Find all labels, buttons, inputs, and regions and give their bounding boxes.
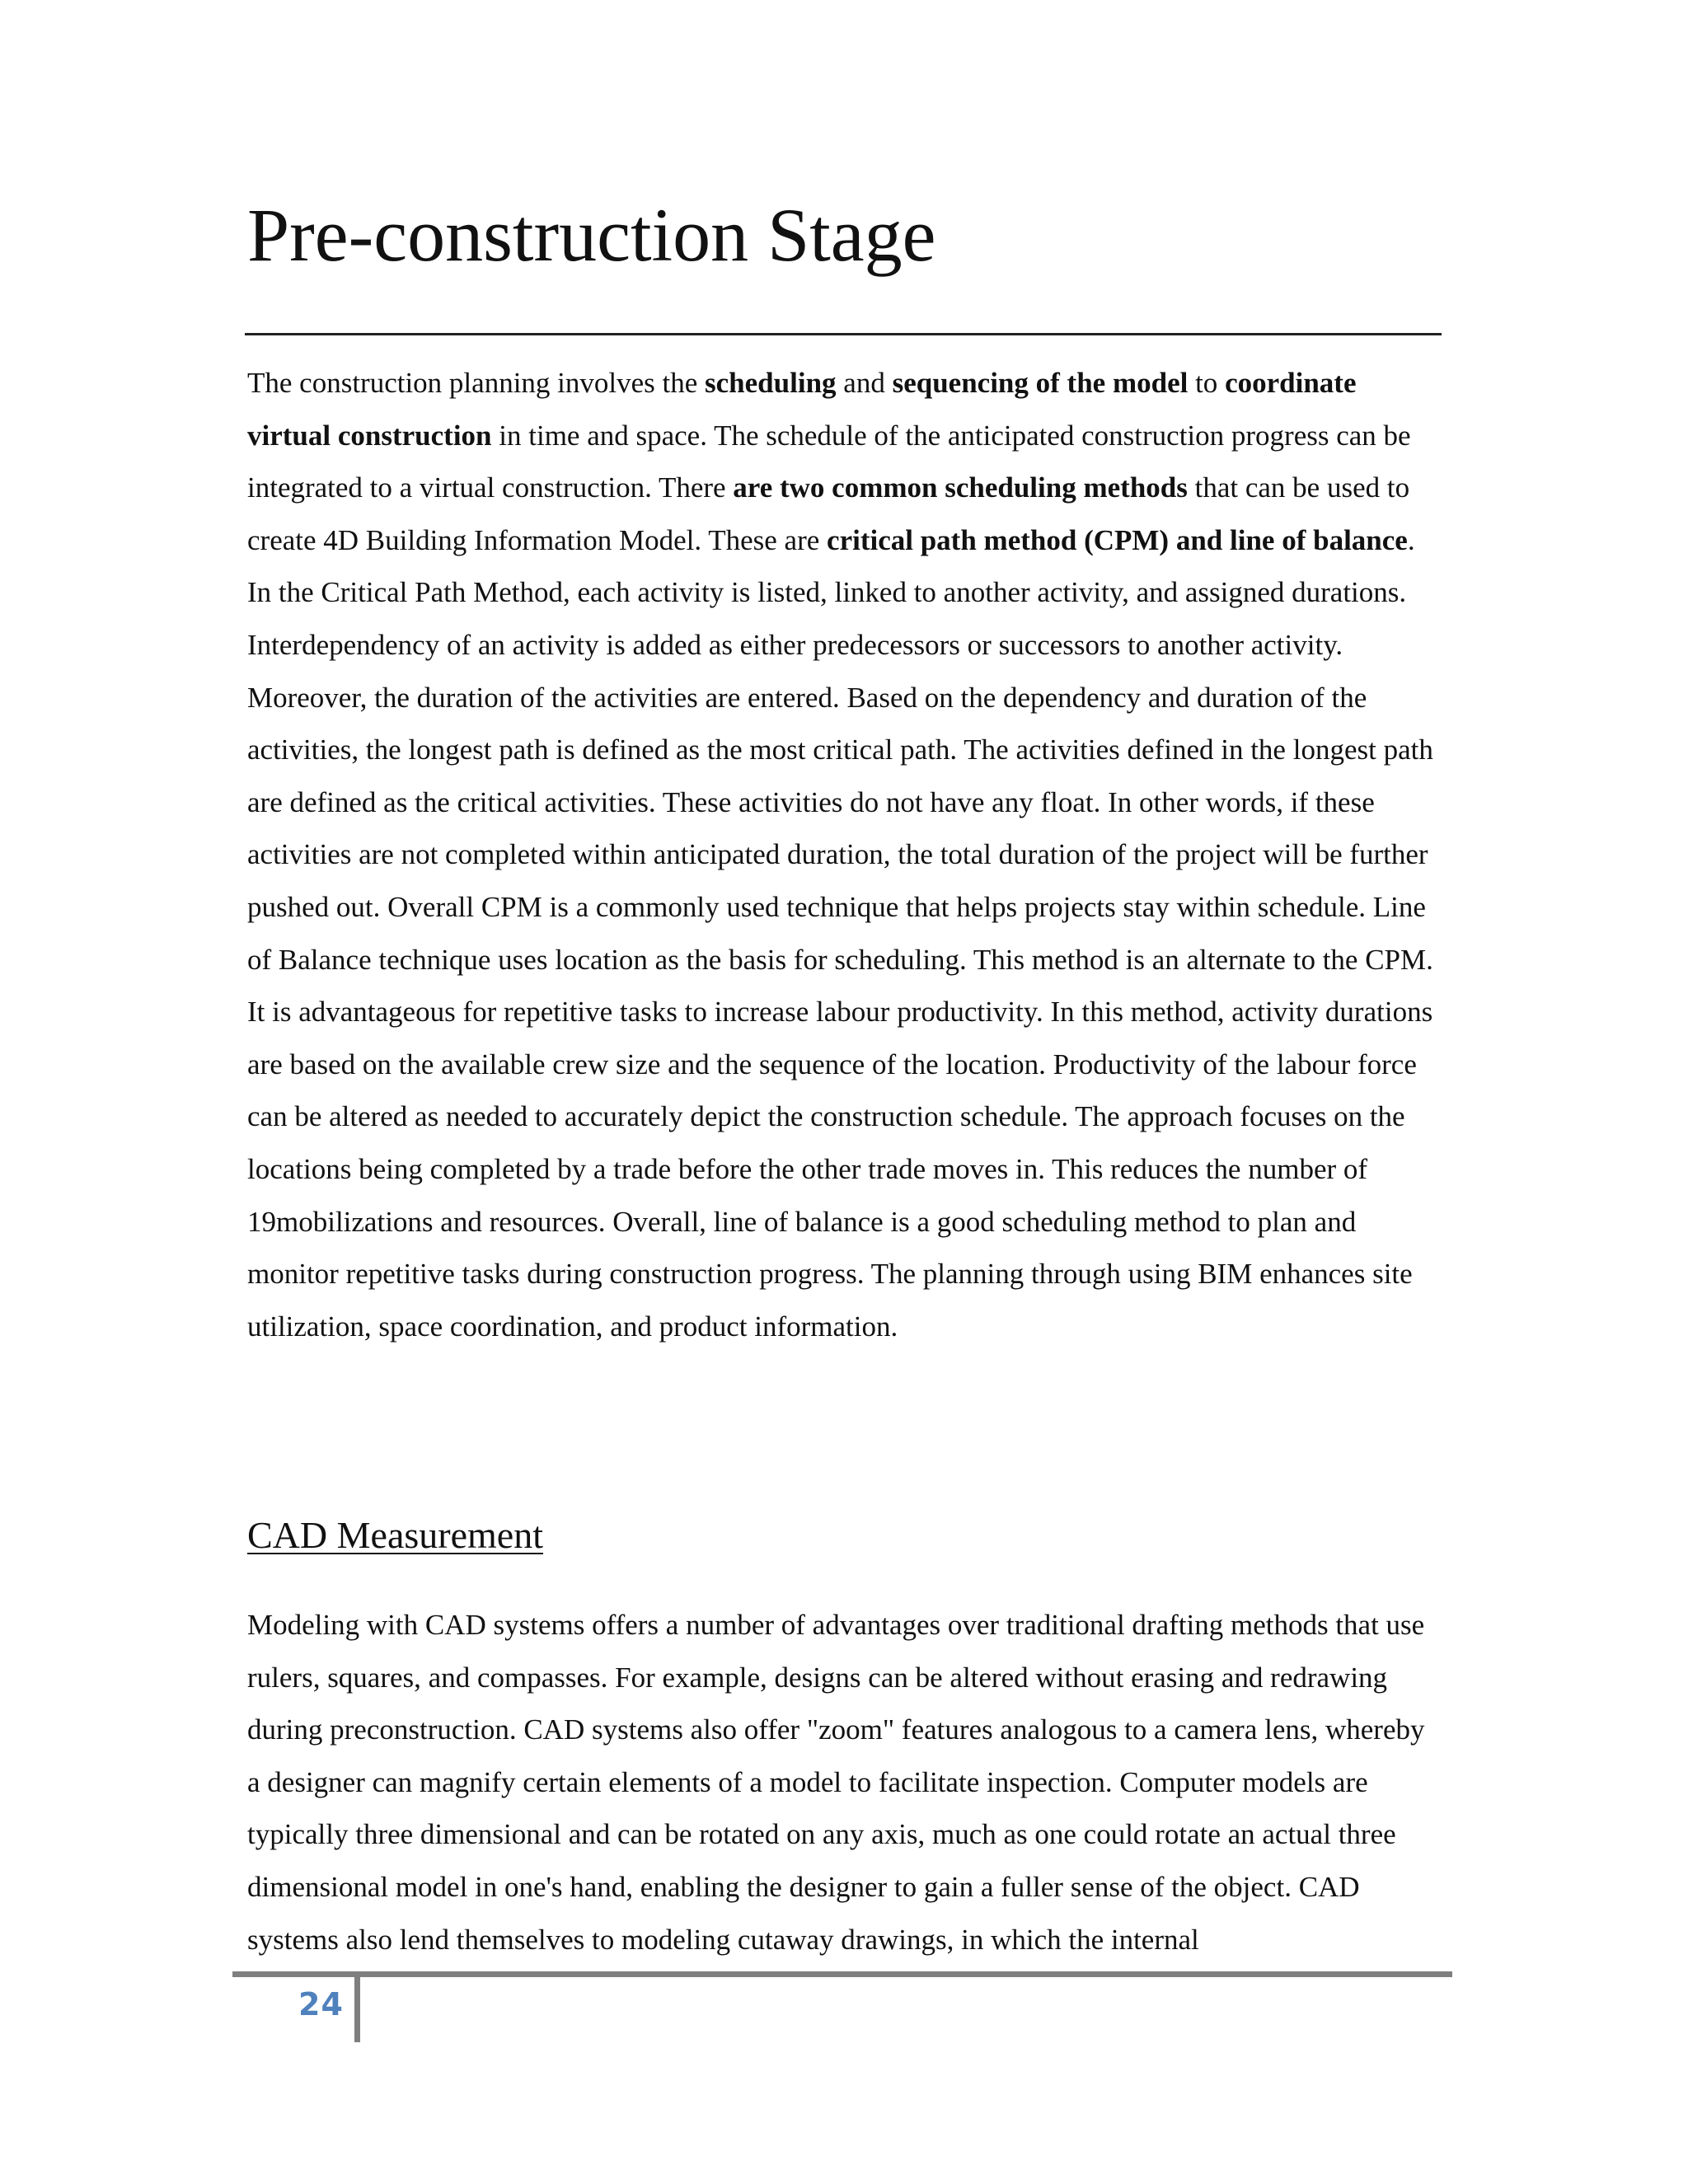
page-title: Pre-construction Stage [247, 193, 936, 277]
bold-run-coordinate: coordinate virtual construction [247, 367, 1357, 452]
text-run: to [1188, 367, 1226, 399]
text-run: The construction planning involves the [247, 367, 706, 399]
bold-run-cpm: critical path method (CPM) and line of balance [827, 523, 1408, 556]
text-run: . In the Critical Path Method, each activity is listed, linked to another activity, and assigned durations. Interdependency of an activity is added as either predecessors or successors to another activity. Moreover, the duration of the activities are entered. Based on the dependency and duration of the activities, the longest path is defined as the most critical path. The activities defined in the longest path are defined as the critical activities. These activities do not have any float. In other words, if these activities are not completed within anticipated duration, the total duration of the project will be further pushed out. Overall CPM is a commonly used technique that helps projects stay within schedule. Line of Balance technique uses location as the basis for scheduling. This method is an alternate to the CPM. It is advantageous for repetitive tasks to increase labour productivity. In this method, activity durations are based on the available crew size and the sequence of the location. Productivity of the labour force can be altered as needed to accurately depict the construction schedule. The approach focuses on the locations being completed by a trade before the other trade moves in. This reduces the number of 19mobilizations and resources. Overall, line of balance is a good scheduling method to plan and monitor repetitive tasks during construction progress. The planning through using BIM enhances site utilization, space coordination, and product information. [247, 523, 1433, 1343]
text-run: in time and space. The schedule of the anticipated construction progress can be integrated to a virtual construction. There [247, 419, 1411, 504]
title-divider [245, 333, 1442, 335]
text-run: that can be used to create 4D Building Information Model. These are [247, 471, 1410, 556]
body-paragraph-scheduling [247, 357, 1442, 1352]
text-run: and [836, 367, 893, 399]
bold-run-scheduling: scheduling [705, 367, 837, 399]
bold-run-two-methods: are two common scheduling methods [733, 471, 1188, 504]
footer-divider [232, 1971, 1452, 1977]
section-heading-cad: CAD Measurement [247, 1514, 543, 1556]
bold-run-sequencing: sequencing of the model [892, 367, 1189, 399]
page-number: 24 [298, 1986, 344, 2022]
body-paragraph-cad: Modeling with CAD systems offers a number of advantages over traditional drafting methods that use rulers, squares, and compasses. For example, designs can be altered without erasing and redrawing during preconstruction. CAD systems also offer "zoom" features analogous to a camera lens, whereby a designer can magnify certain elements of a model to facilitate inspection. Computer models are typically three dimensional and can be rotated on any axis, much as one could rotate an actual three dimensional model in one's hand, enabling the designer to gain a fuller sense of the object. CAD systems also lend themselves to modeling cutaway drawings, in which the internal [247, 1609, 1425, 1956]
footer-vertical-divider [354, 1976, 360, 2042]
